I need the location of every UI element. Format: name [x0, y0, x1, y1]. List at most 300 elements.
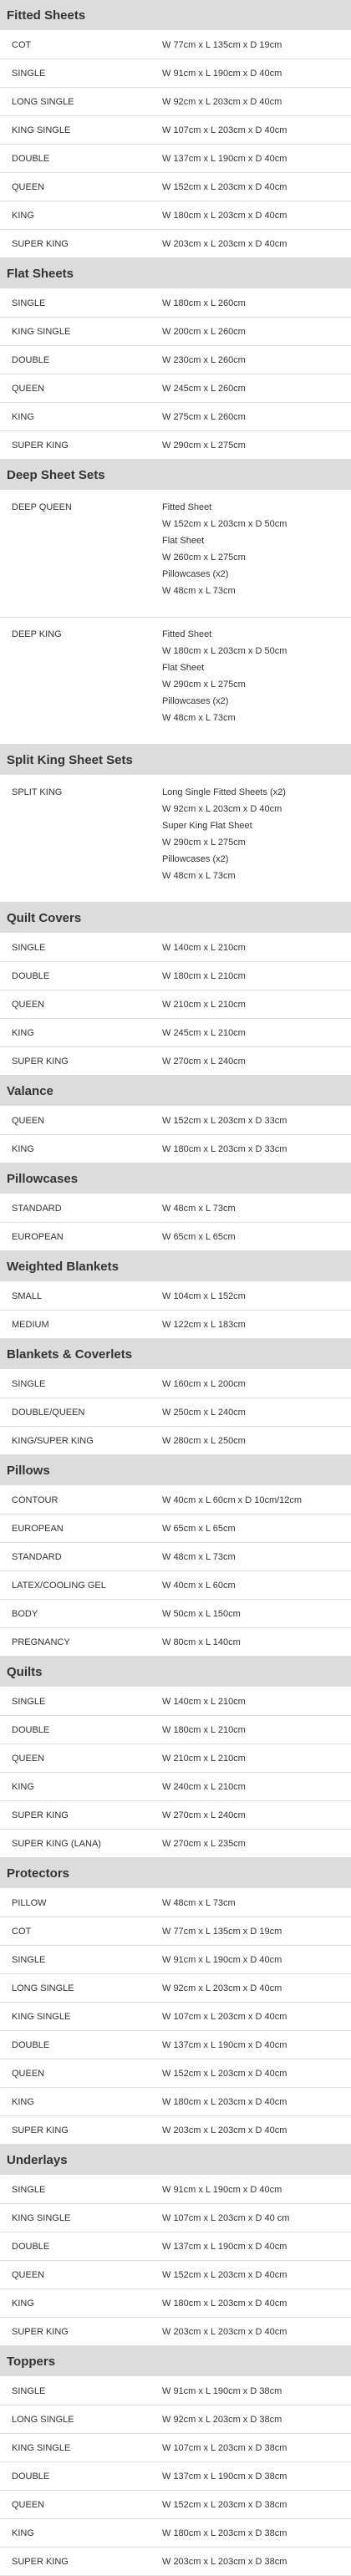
size-dimensions [162, 1028, 351, 1038]
size-label: SINGLE [12, 2184, 46, 2195]
section-title: Pillows [0, 1455, 351, 1485]
size-row [0, 1600, 351, 1628]
size-label: SINGLE [12, 2385, 46, 2396]
dimension-line: W 80cm x L 140cm [162, 1637, 241, 1647]
size-label: SINGLE [12, 1378, 46, 1389]
size-row [0, 990, 351, 1019]
size-row [0, 374, 351, 403]
size-row [0, 2462, 351, 2491]
size-row [0, 1773, 351, 1801]
size-label: KING [12, 411, 34, 422]
size-label: DOUBLE [12, 1724, 50, 1735]
size-label: KING [12, 1143, 34, 1154]
size-dimensions [162, 1754, 351, 1764]
size-label: KING SINGLE [12, 2011, 71, 2022]
size-row [0, 2232, 351, 2261]
dimension-line: W 48cm x L 73cm [162, 1203, 236, 1214]
dimension-line: W 180cm x L 203cm x D 40cm [162, 2298, 287, 2309]
dimension-line: W 92cm x L 203cm x D 38cm [162, 2414, 282, 2425]
dimension-line: W 180cm x L 203cm x D 40cm [162, 2096, 287, 2107]
dimension-line: W 140cm x L 210cm [162, 942, 246, 953]
dimension-line: W 48cm x L 73cm [162, 1551, 236, 1562]
size-dimensions [162, 1839, 351, 1849]
size-dimensions [162, 1232, 351, 1242]
dimension-line: W 203cm x L 203cm x D 40cm [162, 238, 287, 249]
dimension-line: W 107cm x L 203cm x D 40 cm [162, 2212, 290, 2223]
size-dimensions [162, 2528, 351, 2538]
dimension-line: Super King Flat Sheet [162, 821, 252, 831]
section-title: Quilts [0, 1657, 351, 1687]
section-title: Toppers [0, 2346, 351, 2376]
dimension-line: W 180cm x L 203cm x D 40cm [162, 210, 287, 221]
dimension-line: W 77cm x L 135cm x D 19cm [162, 1926, 282, 1937]
size-section [0, 1339, 351, 1455]
size-label: SUPER KING [12, 238, 69, 249]
size-label: KING SINGLE [12, 2442, 71, 2453]
size-row [0, 2405, 351, 2434]
size-section [0, 2145, 351, 2346]
dimension-line: W 65cm x L 65cm [162, 1523, 236, 1534]
dimension-line: W 290cm x L 275cm [162, 440, 246, 451]
dimension-line: W 180cm x L 203cm x D 50cm [162, 646, 287, 656]
size-dimensions [162, 1524, 351, 1534]
size-label: LATEX/COOLING GEL [12, 1580, 106, 1591]
size-dimensions [162, 1291, 351, 1301]
size-label: KING [12, 2298, 34, 2309]
size-dimensions [162, 2500, 351, 2510]
size-section [0, 1163, 351, 1251]
size-dimensions [162, 1552, 351, 1562]
size-dimensions [162, 1983, 351, 1993]
dimension-line: W 91cm x L 190cm x D 40cm [162, 1954, 282, 1965]
size-label: SINGLE [12, 68, 46, 79]
size-label: KING [12, 2528, 34, 2538]
size-label: SINGLE [12, 1954, 46, 1965]
size-dimensions [162, 1955, 351, 1965]
dimension-line: W 152cm x L 203cm x D 40cm [162, 181, 287, 192]
size-dimensions [162, 355, 351, 365]
dimension-line: W 137cm x L 190cm x D 40cm [162, 2039, 287, 2050]
size-row [0, 2204, 351, 2232]
size-row [0, 1801, 351, 1830]
size-label: KING SINGLE [12, 125, 71, 135]
size-dimensions [162, 1609, 351, 1619]
dimension-line: W 140cm x L 210cm [162, 1696, 246, 1707]
size-label-text: SPLIT KING [12, 787, 63, 797]
dimension-line: W 250cm x L 240cm [162, 1407, 246, 1418]
size-dimensions [162, 1000, 351, 1010]
size-label: LONG SINGLE [12, 2414, 74, 2425]
dimension-line: W 180cm x L 210cm [162, 970, 246, 981]
size-row [0, 2261, 351, 2289]
dimension-line: W 270cm x L 240cm [162, 1810, 246, 1820]
size-label: CONTOUR [12, 1494, 58, 1505]
size-dimensions [162, 2415, 351, 2425]
size-dimensions [162, 298, 351, 308]
size-dimensions [162, 971, 351, 981]
size-row [0, 230, 351, 258]
dimension-line: W 203cm x L 203cm x D 40cm [162, 2125, 287, 2136]
size-dimensions [162, 182, 351, 192]
dimension-line: W 40cm x L 60cm [162, 1580, 236, 1591]
dimension-line: W 290cm x L 275cm [162, 680, 246, 690]
size-label: SUPER KING [12, 2125, 69, 2136]
size-label: DOUBLE [12, 2241, 50, 2252]
size-row [0, 2519, 351, 2548]
size-row [0, 318, 351, 346]
size-dimensions [162, 327, 351, 337]
size-label: KING [12, 1027, 34, 1038]
size-dimensions [162, 1782, 351, 1792]
size-dimensions [162, 499, 351, 599]
dimension-line: Flat Sheet [162, 663, 205, 673]
size-row [0, 1047, 351, 1076]
size-label [0, 499, 162, 516]
dimension-line: W 40cm x L 60cm x D 10cm/12cm [162, 1494, 303, 1505]
size-row [0, 1571, 351, 1600]
section-title: Blankets & Coverlets [0, 1339, 351, 1369]
size-row [0, 1194, 351, 1223]
section-title: Pillowcases [0, 1163, 351, 1194]
size-label: SINGLE [12, 942, 46, 953]
size-dimensions [162, 69, 351, 79]
dimension-line: W 152cm x L 203cm x D 33cm [162, 1115, 287, 1126]
size-dimensions [162, 1056, 351, 1067]
size-label: KING SINGLE [12, 326, 71, 337]
size-dimensions [162, 1379, 351, 1389]
size-label: DOUBLE/QUEEN [12, 1407, 85, 1418]
dimension-line: W 203cm x L 203cm x D 40cm [162, 2326, 287, 2337]
dimension-line: W 48cm x L 73cm [162, 713, 236, 723]
dimension-line: Fitted Sheet [162, 629, 212, 639]
size-label: COT [12, 39, 32, 50]
size-row [0, 346, 351, 374]
dimension-line: W 50cm x L 150cm [162, 1608, 241, 1619]
size-row [0, 776, 351, 903]
size-row [0, 1486, 351, 1515]
dimension-line: W 203cm x L 203cm x D 38cm [162, 2556, 287, 2567]
size-label: SUPER KING [12, 1810, 69, 1820]
size-label: SMALL [12, 1291, 43, 1301]
dimension-line: W 180cm x L 203cm x D 38cm [162, 2528, 287, 2538]
size-row [0, 145, 351, 173]
size-label: EUROPEAN [12, 1523, 64, 1534]
size-row [0, 431, 351, 460]
size-row [0, 1427, 351, 1455]
size-dimensions [162, 2299, 351, 2309]
dimension-line: W 180cm x L 210cm [162, 1724, 246, 1735]
size-label: STANDARD [12, 1203, 62, 1214]
size-label [0, 784, 162, 801]
dimension-line: W 240cm x L 210cm [162, 1781, 246, 1792]
size-label: KING SINGLE [12, 2212, 71, 2223]
dimension-line: W 180cm x L 203cm x D 33cm [162, 1143, 287, 1154]
dimension-line: W 270cm x L 240cm [162, 1056, 246, 1067]
dimension-line: Pillowcases (x2) [162, 696, 229, 706]
size-section [0, 258, 351, 460]
dimension-line: W 104cm x L 152cm [162, 1291, 246, 1301]
size-dimensions [162, 384, 351, 394]
dimension-line: W 107cm x L 203cm x D 38cm [162, 2442, 287, 2453]
dimension-line: Flat Sheet [162, 536, 205, 546]
size-dimensions [162, 943, 351, 953]
size-dimensions [162, 1204, 351, 1214]
size-row [0, 2031, 351, 2059]
size-label: QUEEN [12, 181, 45, 192]
section-title: Valance [0, 1076, 351, 1106]
dimension-line: W 152cm x L 203cm x D 40cm [162, 2269, 287, 2280]
dimension-line: W 180cm x L 260cm [162, 298, 246, 308]
size-dimensions [162, 40, 351, 50]
size-dimensions [162, 2097, 351, 2107]
size-label: SUPER KING (LANA) [12, 1838, 101, 1849]
size-section [0, 460, 351, 745]
size-dimensions [162, 2040, 351, 2050]
dimension-line: W 210cm x L 210cm [162, 999, 246, 1010]
size-label: KING [12, 210, 34, 221]
size-dimensions [162, 1320, 351, 1330]
size-label: LONG SINGLE [12, 96, 74, 107]
size-label: QUEEN [12, 2499, 45, 2510]
size-label: COT [12, 1926, 32, 1937]
size-row [0, 2003, 351, 2031]
size-label: QUEEN [12, 383, 45, 394]
section-title: Deep Sheet Sets [0, 460, 351, 490]
size-dimensions [162, 440, 351, 451]
dimension-line: W 137cm x L 190cm x D 40cm [162, 153, 287, 164]
dimension-line: W 200cm x L 260cm [162, 326, 246, 337]
size-label: STANDARD [12, 1551, 62, 1562]
dimension-line: W 77cm x L 135cm x D 19cm [162, 39, 282, 50]
size-dimensions [162, 2472, 351, 2482]
dimension-line: W 92cm x L 203cm x D 40cm [162, 96, 282, 107]
dimension-line: W 91cm x L 190cm x D 40cm [162, 68, 282, 79]
size-row [0, 1311, 351, 1339]
size-dimensions [162, 1408, 351, 1418]
size-section [0, 1251, 351, 1339]
dimension-line: W 107cm x L 203cm x D 40cm [162, 125, 287, 135]
size-label: MEDIUM [12, 1319, 49, 1330]
dimension-line: W 210cm x L 210cm [162, 1753, 246, 1764]
size-row [0, 289, 351, 318]
size-label: KING [12, 1781, 34, 1792]
size-dimensions [162, 626, 351, 726]
size-dimensions [162, 1116, 351, 1126]
section-title: Weighted Blankets [0, 1251, 351, 1281]
size-label-text: DEEP QUEEN [12, 502, 72, 512]
size-row [0, 31, 351, 59]
size-dimensions [162, 784, 351, 884]
dimension-line: W 65cm x L 65cm [162, 1231, 236, 1242]
size-label: DOUBLE [12, 970, 50, 981]
size-dimensions [162, 1898, 351, 1908]
size-row [0, 1019, 351, 1047]
dimension-line: W 245cm x L 260cm [162, 383, 246, 394]
size-dimensions [162, 1697, 351, 1707]
size-label [0, 626, 162, 643]
size-dimensions [162, 239, 351, 249]
size-dimensions [162, 2125, 351, 2136]
size-row [0, 403, 351, 431]
size-section [0, 1858, 351, 2145]
dimension-line: W 107cm x L 203cm x D 40cm [162, 2011, 287, 2022]
size-dimensions [162, 1927, 351, 1937]
dimension-line: Long Single Fitted Sheets (x2) [162, 787, 286, 797]
size-label: DOUBLE [12, 2471, 50, 2482]
size-section [0, 0, 351, 258]
size-label: DOUBLE [12, 354, 50, 365]
size-row [0, 88, 351, 116]
dimension-line: Fitted Sheet [162, 502, 212, 512]
size-row [0, 2059, 351, 2088]
size-row [0, 2088, 351, 2116]
dimension-line: W 92cm x L 203cm x D 40cm [162, 804, 282, 814]
dimension-line: W 230cm x L 260cm [162, 354, 246, 365]
size-row [0, 2377, 351, 2405]
size-label: SUPER KING [12, 1056, 69, 1067]
size-label: EUROPEAN [12, 1231, 64, 1242]
dimension-line: W 260cm x L 275cm [162, 552, 246, 563]
size-label: BODY [12, 1608, 38, 1619]
size-dimensions [162, 1144, 351, 1154]
size-row [0, 1830, 351, 1858]
size-row [0, 173, 351, 201]
size-dimensions [162, 2185, 351, 2195]
size-section [0, 903, 351, 1076]
size-row [0, 2289, 351, 2318]
dimension-line: W 92cm x L 203cm x D 40cm [162, 1983, 282, 1993]
size-label: KING/SUPER KING [12, 1435, 94, 1446]
size-section [0, 1076, 351, 1163]
size-dimensions [162, 154, 351, 164]
dimension-line: W 290cm x L 275cm [162, 837, 246, 848]
section-title: Flat Sheets [0, 258, 351, 288]
size-row [0, 1628, 351, 1657]
size-dimensions [162, 1436, 351, 1446]
size-dimensions [162, 1725, 351, 1735]
size-row [0, 1688, 351, 1716]
dimension-line: W 91cm x L 190cm x D 40cm [162, 2184, 282, 2195]
section-title: Protectors [0, 1858, 351, 1888]
dimension-line: W 152cm x L 203cm x D 50cm [162, 519, 287, 529]
size-row [0, 1515, 351, 1543]
size-row [0, 618, 351, 745]
size-row [0, 1223, 351, 1251]
size-section [0, 1455, 351, 1657]
dimension-line: Pillowcases (x2) [162, 569, 229, 579]
size-row [0, 1946, 351, 1974]
dimension-line: W 48cm x L 73cm [162, 1897, 236, 1908]
size-label: PREGNANCY [12, 1637, 70, 1647]
size-dimensions [162, 2213, 351, 2223]
size-dimensions [162, 2443, 351, 2453]
dimension-line: W 245cm x L 210cm [162, 1027, 246, 1038]
size-dimensions [162, 2242, 351, 2252]
dimension-line: W 160cm x L 200cm [162, 1378, 246, 1389]
size-row [0, 1716, 351, 1744]
size-row [0, 1282, 351, 1311]
size-dimensions [162, 1637, 351, 1647]
size-label: SINGLE [12, 298, 46, 308]
size-label: QUEEN [12, 999, 45, 1010]
dimension-line: W 270cm x L 235cm [162, 1838, 246, 1849]
size-row [0, 2434, 351, 2462]
size-label: SINGLE [12, 1696, 46, 1707]
size-label-text: DEEP KING [12, 629, 62, 639]
size-row [0, 116, 351, 145]
section-title: Underlays [0, 2145, 351, 2175]
size-row [0, 1398, 351, 1427]
size-label: QUEEN [12, 2269, 45, 2280]
size-row [0, 491, 351, 618]
size-dimensions [162, 2270, 351, 2280]
section-title: Fitted Sheets [0, 0, 351, 30]
size-row [0, 2176, 351, 2204]
size-dimensions [162, 412, 351, 422]
size-label: QUEEN [12, 1115, 45, 1126]
size-label: KING [12, 2096, 34, 2107]
size-row [0, 2318, 351, 2346]
size-row [0, 1135, 351, 1163]
size-dimensions [162, 2327, 351, 2337]
size-row [0, 2491, 351, 2519]
size-row [0, 934, 351, 962]
dimension-line: W 275cm x L 260cm [162, 411, 246, 422]
size-row [0, 201, 351, 230]
size-label: SUPER KING [12, 2326, 69, 2337]
dimension-line: W 280cm x L 250cm [162, 1435, 246, 1446]
size-label: DOUBLE [12, 2039, 50, 2050]
size-dimensions [162, 1495, 351, 1505]
size-label: DOUBLE [12, 153, 50, 164]
size-row [0, 962, 351, 990]
dimension-line: W 152cm x L 203cm x D 38cm [162, 2499, 287, 2510]
size-section [0, 2346, 351, 2576]
size-dimensions [162, 2012, 351, 2022]
size-row [0, 1917, 351, 1946]
dimension-line: W 152cm x L 203cm x D 40cm [162, 2068, 287, 2079]
size-row [0, 2548, 351, 2576]
size-label: SUPER KING [12, 440, 69, 451]
size-label: QUEEN [12, 2068, 45, 2079]
size-dimensions [162, 97, 351, 107]
size-label: LONG SINGLE [12, 1983, 74, 1993]
dimension-line: W 122cm x L 183cm [162, 1319, 246, 1330]
size-row [0, 1974, 351, 2003]
section-title: Quilt Covers [0, 903, 351, 933]
size-row [0, 1744, 351, 1773]
size-dimensions [162, 125, 351, 135]
size-label: SUPER KING [12, 2556, 69, 2567]
size-row [0, 1543, 351, 1571]
size-row [0, 2116, 351, 2145]
size-section [0, 1657, 351, 1858]
dimension-line: W 48cm x L 73cm [162, 871, 236, 881]
size-section [0, 745, 351, 903]
size-label: QUEEN [12, 1753, 45, 1764]
section-title: Split King Sheet Sets [0, 745, 351, 775]
dimension-line: Pillowcases (x2) [162, 854, 229, 864]
dimension-line: W 137cm x L 190cm x D 40cm [162, 2241, 287, 2252]
size-dimensions [162, 211, 351, 221]
size-dimensions [162, 1581, 351, 1591]
size-dimensions [162, 2069, 351, 2079]
size-row [0, 1107, 351, 1135]
size-dimensions [162, 2557, 351, 2567]
size-row [0, 59, 351, 88]
dimension-line: W 91cm x L 190cm x D 38cm [162, 2385, 282, 2396]
size-label: PILLOW [12, 1897, 47, 1908]
